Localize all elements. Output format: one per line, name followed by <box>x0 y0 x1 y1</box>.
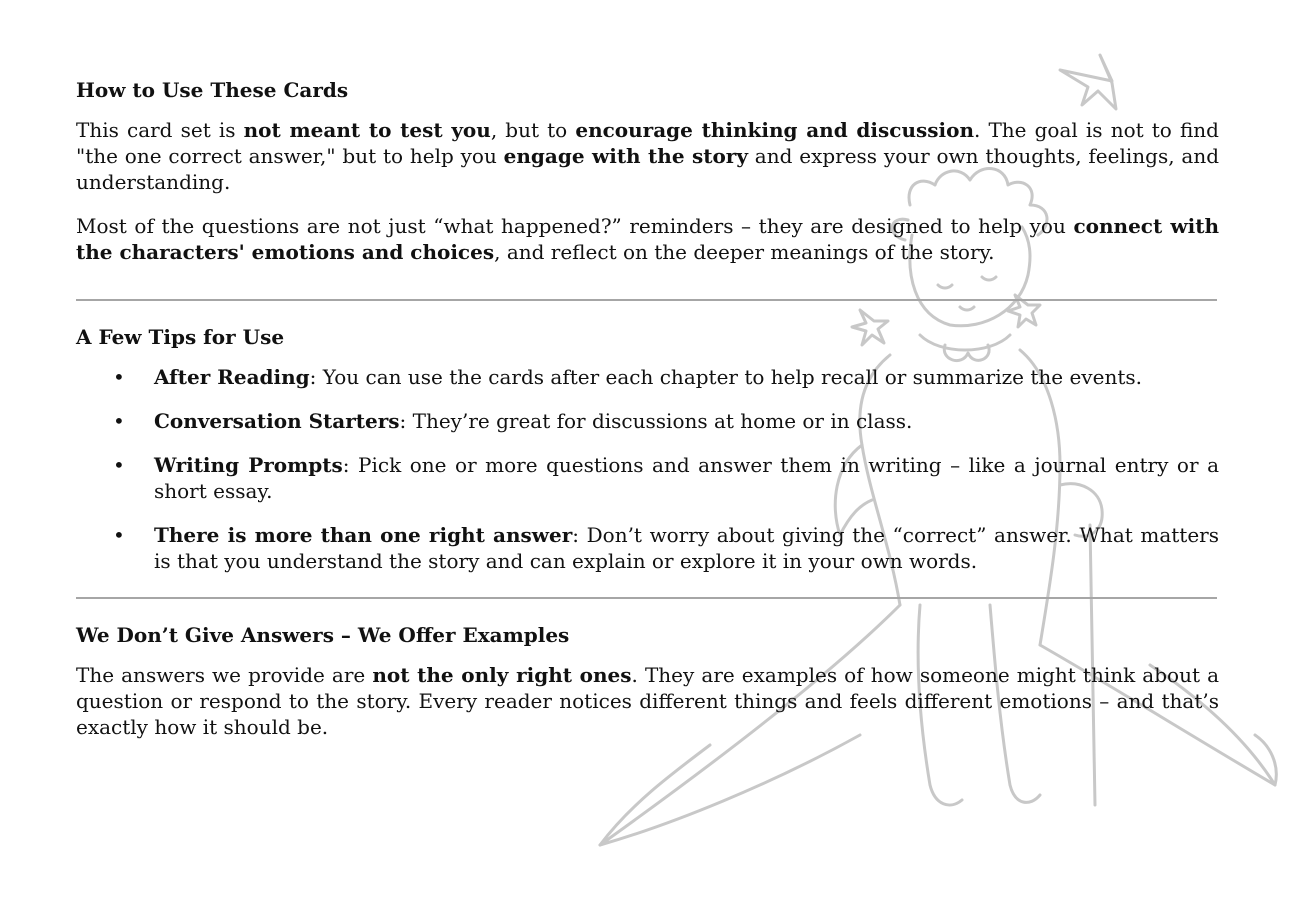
section-title-tips: A Few Tips for Use <box>76 325 285 349</box>
paragraph-intro: This card set is not meant to test you, but to encourage thinking and discussion. The goal is not to find "the one correct answer," but to help you engage with the story and express your own thoughts, feelings, and understanding. <box>76 118 1219 194</box>
paragraph-purpose: Most of the questions are not just “what happened?” reminders – they are designed to help you connect with the characters' emotions and choices, and reflect on the deeper meanings of the story. <box>76 214 1220 264</box>
paragraph-examples: The answers we provide are not the only right ones. They are examples of how someone might think about a question or respond to the story. Every reader notices different things and feels different emotions – and that’s exactly how it should be. <box>76 663 1219 739</box>
bullet-icon: • <box>113 409 125 433</box>
bullet-icon: • <box>113 365 125 389</box>
tips-list <box>76 364 1219 574</box>
section-title-how-to-use: How to Use These Cards <box>76 78 349 102</box>
page-content <box>76 70 1219 740</box>
list-item: • There is more than one right answer: Don’t worry about giving the “correct” answer. What matters is that you understand the story and can explain or explore it in your own words. <box>113 523 1219 573</box>
list-item: • Conversation Starters: They’re great for discussions at home or in class. <box>113 409 913 433</box>
divider-rule <box>76 299 1217 301</box>
list-item: • Writing Prompts: Pick one or more questions and answer them in writing – like a journal entry or a short essay. <box>113 453 1219 503</box>
bullet-icon: • <box>113 523 125 547</box>
list-item: • After Reading: You can use the cards after each chapter to help recall or summarize the events. <box>113 365 1142 389</box>
section-title-examples: We Don’t Give Answers – We Offer Examples <box>76 623 570 647</box>
bullet-icon: • <box>113 453 125 477</box>
divider-rule <box>76 597 1217 599</box>
